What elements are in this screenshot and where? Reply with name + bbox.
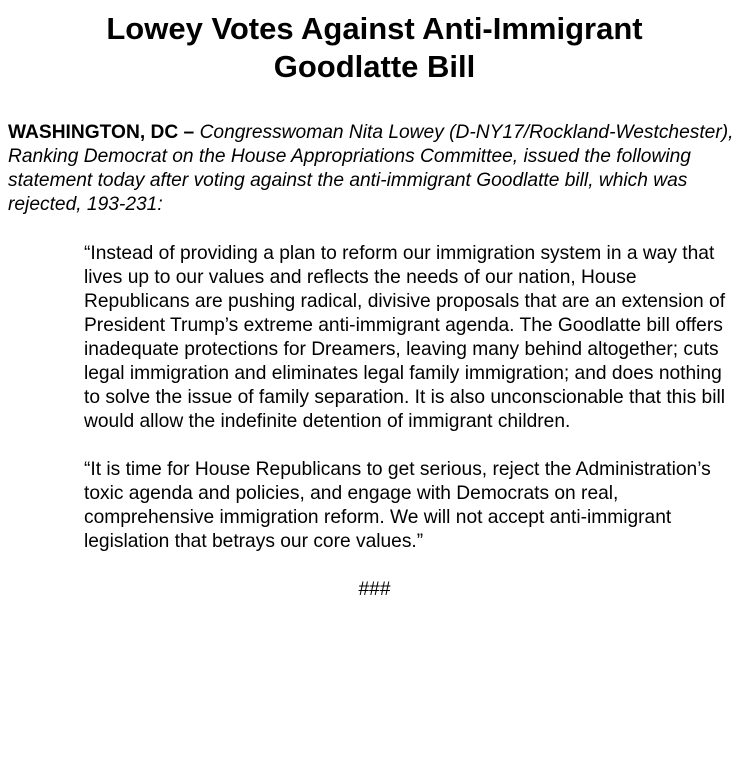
dateline: WASHINGTON, DC –	[8, 122, 195, 143]
lede-text: Congresswoman Nita Lowey (D-NY17/Rockland-Westchester), Ranking Democrat on the House Appropriations Committee, issued the following statement today after voting against the anti-immigrant Goodlatte bill, which was rejected, 193-231:	[8, 122, 734, 215]
end-mark: ###	[358, 579, 391, 600]
lede-paragraph	[8, 121, 741, 217]
page-title: Lowey Votes Against Anti-Immigrant Goodlatte Bill	[106, 11, 643, 84]
quote-paragraph-2: “It is time for House Republicans to get serious, reject the Administration’s toxic agenda and policies, and engage with Democrats on real, comprehensive immigration reform. We will not accept anti-immigrant legislation that betrays our core values.”	[84, 459, 711, 552]
quote-paragraph-1: “Instead of providing a plan to reform our immigration system in a way that lives up to our values and reflects the needs of our nation, House Republicans are pushing radical, divisive proposals that are an extension of President Trump’s extreme anti-immigrant agenda. The Goodlatte bill offers inadequate protections for Dreamers, leaving many behind altogether; cuts legal immigration and eliminates legal family immigration; and does nothing to solve the issue of family separation. It is also unconscionable that this bill would allow the indefinite detention of immigrant children.	[84, 243, 726, 432]
